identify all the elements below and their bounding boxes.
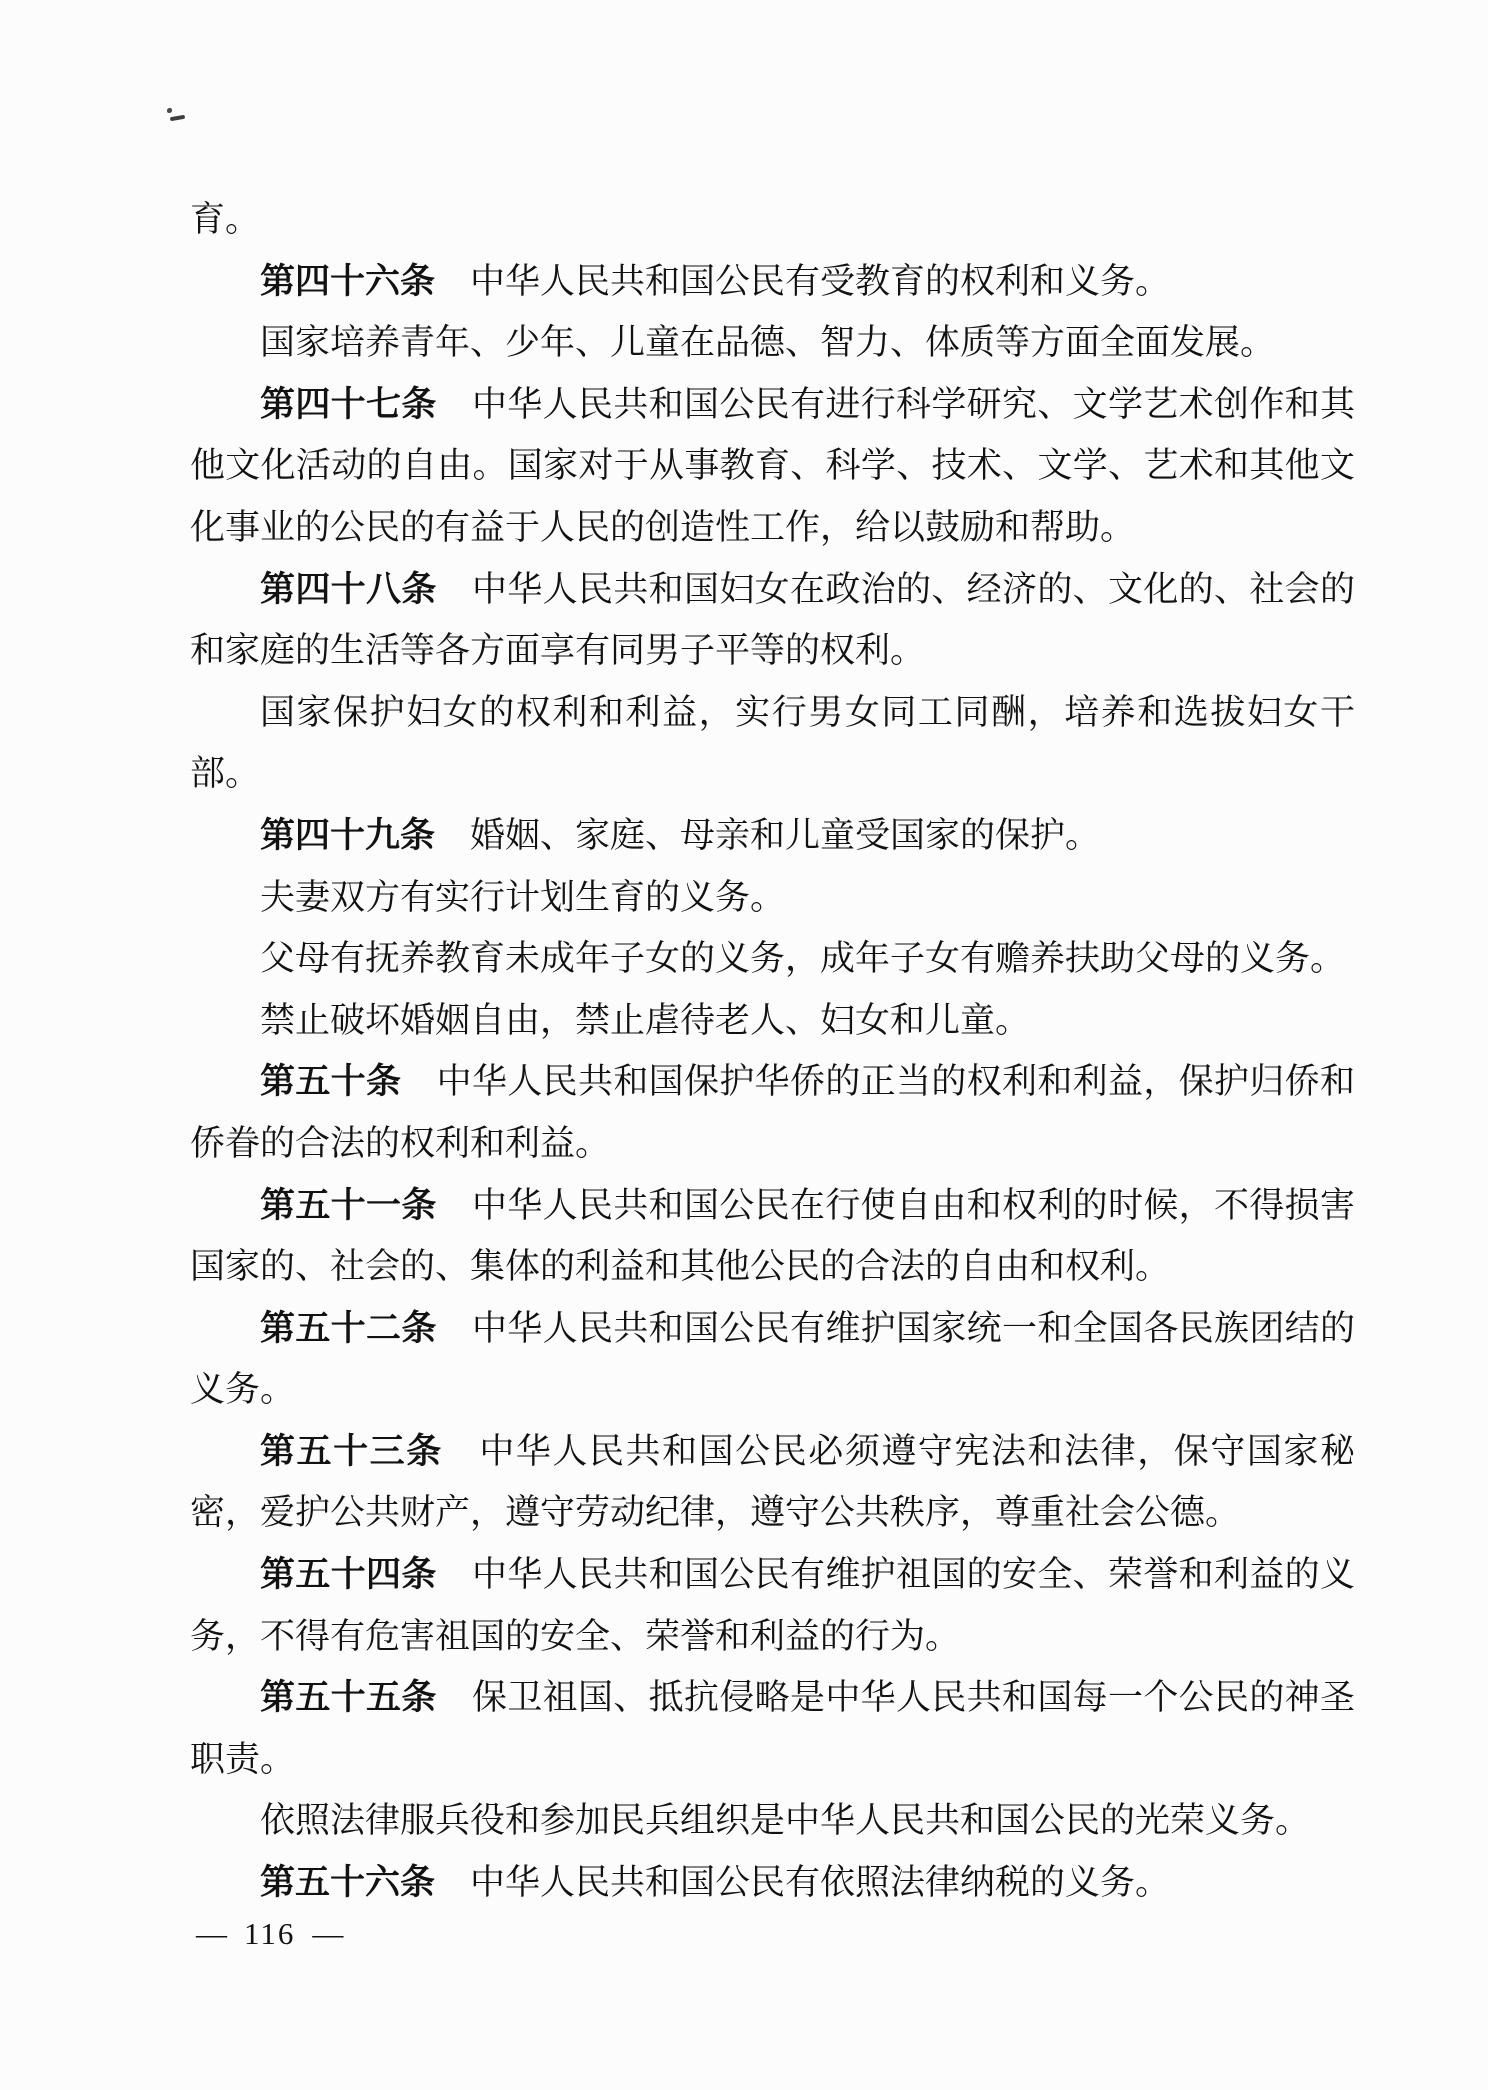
article-48-para-2 [190, 682, 1355, 805]
article-55 [190, 1667, 1355, 1790]
article-number: 第五十四条 [260, 1555, 437, 1595]
article-54 [190, 1544, 1355, 1667]
article-49-para-3 [190, 928, 1355, 990]
article-number: 第五十一条 [260, 1185, 437, 1225]
paragraph-text: 中华人民共和国公民有受教育的权利和义务。 [435, 261, 1171, 301]
article-52 [190, 1298, 1355, 1421]
paragraph-text: 中华人民共和国保护华侨的正当的权利和利益，保护归侨和侨眷的合法的权利和利益。 [190, 1062, 1355, 1163]
paragraph-text: 中华人民共和国妇女在政治的、经济的、文化的、社会的和家庭的生活等各方面享有同男子平等的权利。 [190, 569, 1355, 671]
article-55-para-2 [190, 1790, 1355, 1852]
scan-smudge-dot [167, 108, 172, 113]
paragraph-text: 禁止破坏婚姻自由，禁止虐待老人、妇女和儿童。 [260, 1000, 1031, 1040]
article-53 [190, 1421, 1355, 1544]
article-49 [190, 805, 1355, 867]
article-number: 第四十七条 [260, 384, 437, 424]
article-47 [190, 374, 1355, 559]
article-50 [190, 1051, 1355, 1174]
paragraph-text: 中华人民共和国公民在行使自由和权利的时候，不得损害国家的、社会的、集体的利益和其他公民的合法的自由和权利。 [190, 1185, 1355, 1287]
paragraph-text: 中华人民共和国公民有进行科学研究、文学艺术创作和其他文化活动的自由。国家对于从事教育、科学、技术、文学、艺术和其他文化事业的公民的有益于人民的创造性工作，给以鼓励和帮助。 [190, 384, 1355, 547]
article-46 [190, 251, 1355, 313]
paragraph-text: 国家培养青年、少年、儿童在品德、智力、体质等方面全面发展。 [260, 323, 1276, 363]
article-number: 第五十五条 [260, 1678, 437, 1718]
page-number-footer [196, 1910, 343, 1958]
paragraph-text: 中华人民共和国公民有维护国家统一和全国各民族团结的义务。 [190, 1308, 1355, 1410]
footer-left-dash: — [196, 1916, 227, 1951]
paragraph-text: 中华人民共和国公民有依照法律纳税的义务。 [435, 1863, 1171, 1903]
article-49-para-2 [190, 867, 1355, 929]
article-number: 第五十六条 [260, 1863, 436, 1903]
paragraph-text: 父母有抚养教育未成年子女的义务，成年子女有赡养扶助父母的义务。 [260, 939, 1346, 979]
footer-right-dash: — [312, 1916, 344, 1951]
article-49-para-4 [190, 990, 1355, 1052]
article-number: 第四十九条 [260, 815, 436, 855]
paragraph-text: 中华人民共和国公民必须遵守宪法和法律，保守国家秘密，爱护公共财产，遵守劳动纪律，遵守公共秩序，尊重社会公德。 [190, 1431, 1355, 1533]
paragraph-text: 中华人民共和国公民有维护祖国的安全、荣誉和利益的义务，不得有危害祖国的安全、荣誉和利益的行为。 [190, 1555, 1355, 1656]
continuation-line [190, 189, 1355, 251]
paragraph-text: 国家保护妇女的权利和利益，实行男女同工同酬，培养和选拔妇女干部。 [190, 692, 1355, 794]
article-51 [190, 1175, 1355, 1298]
paragraph-text: 保卫祖国、抵抗侵略是中华人民共和国每一个公民的神圣职责。 [190, 1678, 1355, 1779]
article-48 [190, 559, 1355, 682]
article-number: 第五十二条 [260, 1308, 437, 1348]
article-number: 第四十六条 [260, 261, 436, 301]
paragraph-text: 依照法律服兵役和参加民兵组织是中华人民共和国公民的光荣义务。 [260, 1801, 1311, 1841]
paragraph-text: 夫妻双方有实行计划生育的义务。 [260, 877, 786, 917]
article-number: 第四十八条 [260, 569, 437, 609]
article-number: 第五十条 [260, 1062, 402, 1102]
page-number: 116 [244, 1916, 296, 1951]
paragraph-text: 育。 [190, 200, 261, 239]
document-body [190, 189, 1355, 1914]
article-46-para-2 [190, 312, 1355, 374]
scan-smudge-dash [170, 115, 185, 122]
paragraph-text: 婚姻、家庭、母亲和儿童受国家的保护。 [435, 815, 1101, 855]
article-number: 第五十三条 [260, 1431, 443, 1471]
article-56 [190, 1852, 1355, 1914]
